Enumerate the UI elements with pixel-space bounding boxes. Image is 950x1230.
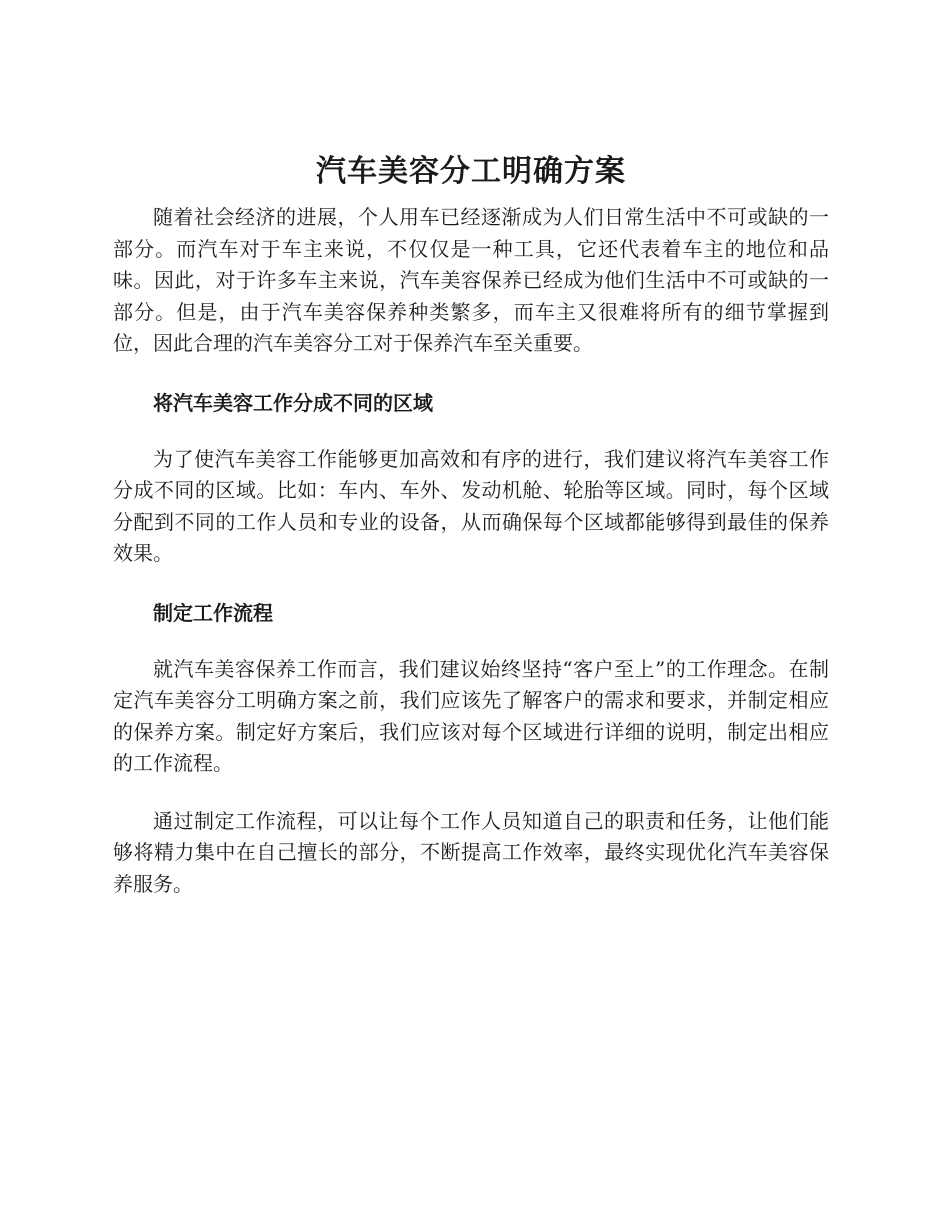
section-paragraph: 就汽车美容保养工作而言，我们建议始终坚持“客户至上”的工作理念。在制定汽车美容分工明确方案之前，我们应该先了解客户的需求和要求，并制定相应的保养方案。制定好方案后，我们应该对每个区域进行详细的说明，制定出相应的工作流程。 <box>113 656 829 775</box>
document-page <box>113 150 829 900</box>
section-heading: 将汽车美容工作分成不同的区域 <box>153 390 433 415</box>
page-title: 汽车美容分工明确方案 <box>316 154 626 189</box>
section-workflow <box>113 598 829 901</box>
section-regions <box>113 388 829 570</box>
intro-paragraph: 随着社会经济的进展，个人用车已经逐渐成为人们日常生活中不可或缺的一部分。而汽车对于车主来说，不仅仅是一种工具，它还代表着车主的地位和品味。因此，对于许多车主来说，汽车美容保养已经成为他们生活中不可或缺的一部分。但是，由于汽车美容保养种类繁多，而车主又很难将所有的细节掌握到位，因此合理的汽车美容分工对于保养汽车至关重要。 <box>113 205 829 355</box>
section-paragraph: 通过制定工作流程，可以让每个工作人员知道自己的职责和任务，让他们能够将精力集中在自己擅长的部分，不断提高工作效率，最终实现优化汽车美容保养服务。 <box>113 808 829 896</box>
section-paragraph: 为了使汽车美容工作能够更加高效和有序的进行，我们建议将汽车美容工作分成不同的区域。比如：车内、车外、发动机舱、轮胎等区域。同时，每个区域分配到不同的工作人员和专业的设备，从而确保每个区域都能够得到最佳的保养效果。 <box>113 446 829 565</box>
section-heading: 制定工作流程 <box>153 600 273 625</box>
